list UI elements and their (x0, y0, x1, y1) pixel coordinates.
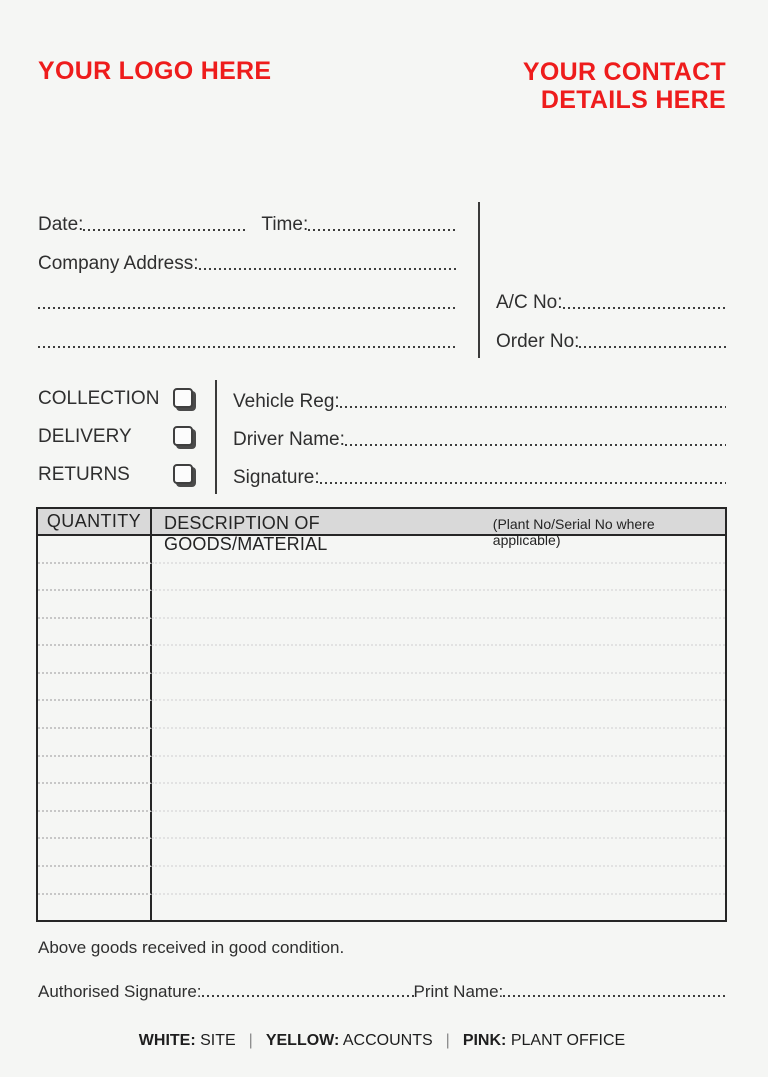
time-fill-line (308, 229, 458, 231)
date-time-row (38, 202, 478, 241)
print-name-label: Print Name: (413, 982, 504, 1001)
order-info-right-column (478, 202, 726, 358)
goods-table-header (38, 509, 725, 554)
quantity-cell (38, 757, 152, 785)
goods-table-body (38, 536, 725, 920)
quantity-cell (38, 674, 152, 702)
order-no-row (496, 319, 726, 358)
delivery-option-row (38, 418, 215, 456)
contact-details-placeholder (523, 58, 726, 114)
quantity-header-cell: QUANTITY (38, 509, 152, 534)
white-copy-segment (139, 1032, 236, 1050)
description-cell (152, 867, 725, 895)
vehicle-reg-label: Vehicle Reg: (233, 391, 340, 412)
authorised-signature-label: Authorised Signature: (38, 982, 202, 1001)
description-cell (152, 784, 725, 812)
goods-table (36, 507, 727, 922)
goods-table-row (38, 757, 725, 785)
date-label: Date: (38, 214, 84, 235)
description-cell (152, 646, 725, 674)
goods-table-row (38, 536, 725, 564)
pink-copy-label: PINK: (462, 1032, 507, 1049)
company-address-fill-line-3 (38, 346, 458, 348)
returns-option-row (38, 456, 215, 494)
quantity-cell (38, 646, 152, 674)
goods-table-row (38, 895, 725, 921)
goods-table-row (38, 812, 725, 840)
order-no-fill-line (579, 346, 726, 348)
signature-row (233, 456, 726, 494)
signature-label: Signature: (233, 467, 320, 488)
description-cell (152, 536, 725, 564)
description-cell (152, 591, 725, 619)
goods-table-row (38, 674, 725, 702)
delivery-label: DELIVERY (38, 426, 132, 447)
quantity-cell (38, 536, 152, 564)
company-address-fill-line-2 (38, 307, 458, 309)
ac-no-fill-line (563, 307, 726, 309)
acknowledgement-section (38, 938, 726, 1050)
goods-table-row (38, 646, 725, 674)
description-cell (152, 674, 725, 702)
company-address-label: Company Address: (38, 253, 199, 274)
driver-name-fill-line (345, 444, 726, 446)
goods-table-row (38, 564, 725, 592)
white-copy-dest: SITE (200, 1032, 236, 1049)
returns-checkbox[interactable] (173, 464, 193, 484)
authorised-signature-fill-line (202, 995, 414, 997)
authorised-signature-row (38, 982, 726, 1001)
signature-fill-line (320, 482, 726, 484)
contact-line-2: DETAILS HERE (540, 86, 726, 114)
quantity-cell (38, 564, 152, 592)
delivery-checkbox[interactable] (173, 426, 193, 446)
yellow-copy-dest: ACCOUNTS (342, 1032, 433, 1049)
quantity-cell (38, 895, 152, 921)
white-copy-label: WHITE: (138, 1032, 196, 1049)
description-cell (152, 729, 725, 757)
goods-table-row (38, 591, 725, 619)
consignment-type-column (38, 380, 215, 494)
company-address-row-3 (38, 319, 478, 358)
description-header-text: DESCRIPTION OF GOODS/MATERIAL (164, 513, 328, 554)
company-address-row-2 (38, 280, 478, 319)
order-info-section (38, 202, 726, 358)
consignment-section (38, 380, 726, 494)
driver-name-label: Driver Name: (233, 429, 345, 450)
order-info-left-column (38, 202, 478, 358)
collection-option-row (38, 380, 215, 418)
quantity-cell (38, 729, 152, 757)
ac-no-label: A/C No: (496, 292, 563, 313)
goods-table-row (38, 701, 725, 729)
vehicle-reg-row (233, 380, 726, 418)
quantity-cell (38, 619, 152, 647)
goods-table-row (38, 619, 725, 647)
driver-name-row (233, 418, 726, 456)
legend-separator: | (445, 1032, 450, 1049)
contact-line-1: YOUR CONTACT (522, 58, 726, 86)
collection-label: COLLECTION (38, 388, 160, 409)
quantity-cell (38, 867, 152, 895)
spacer-row (496, 241, 726, 280)
description-header-note: (Plant No/Serial No where applicable) (492, 516, 655, 548)
driver-details-column (215, 380, 726, 494)
collection-checkbox[interactable] (173, 388, 193, 408)
condition-note: Above goods received in good condition. (38, 938, 345, 957)
company-address-row (38, 241, 478, 280)
spacer-row (496, 202, 726, 241)
date-fill-line (83, 229, 248, 231)
yellow-copy-label: YELLOW: (265, 1032, 340, 1049)
pink-copy-segment (463, 1032, 625, 1050)
description-cell (152, 839, 725, 867)
quantity-cell (38, 839, 152, 867)
goods-table-row (38, 729, 725, 757)
description-header-cell (152, 509, 725, 554)
vehicle-reg-fill-line (340, 406, 726, 408)
brand-header (38, 58, 726, 114)
quantity-cell (38, 812, 152, 840)
goods-table-row (38, 839, 725, 867)
description-cell (152, 895, 725, 921)
description-cell (152, 564, 725, 592)
order-no-label: Order No: (496, 331, 580, 352)
description-cell (152, 619, 725, 647)
returns-label: RETURNS (38, 464, 130, 485)
company-address-fill-line (199, 268, 458, 270)
goods-table-row (38, 784, 725, 812)
description-cell (152, 757, 725, 785)
pink-copy-dest: PLANT OFFICE (510, 1032, 626, 1049)
goods-table-row (38, 867, 725, 895)
description-cell (152, 812, 725, 840)
quantity-cell (38, 701, 152, 729)
description-cell (152, 701, 725, 729)
legend-separator: | (248, 1032, 253, 1049)
copy-distribution-legend (38, 1032, 726, 1050)
ac-no-row (496, 280, 726, 319)
quantity-cell (38, 591, 152, 619)
time-label: Time: (261, 214, 309, 235)
print-name-fill-line (503, 995, 726, 997)
quantity-cell (38, 784, 152, 812)
yellow-copy-segment (266, 1032, 433, 1050)
logo-placeholder-text: YOUR LOGO HERE (38, 57, 272, 85)
